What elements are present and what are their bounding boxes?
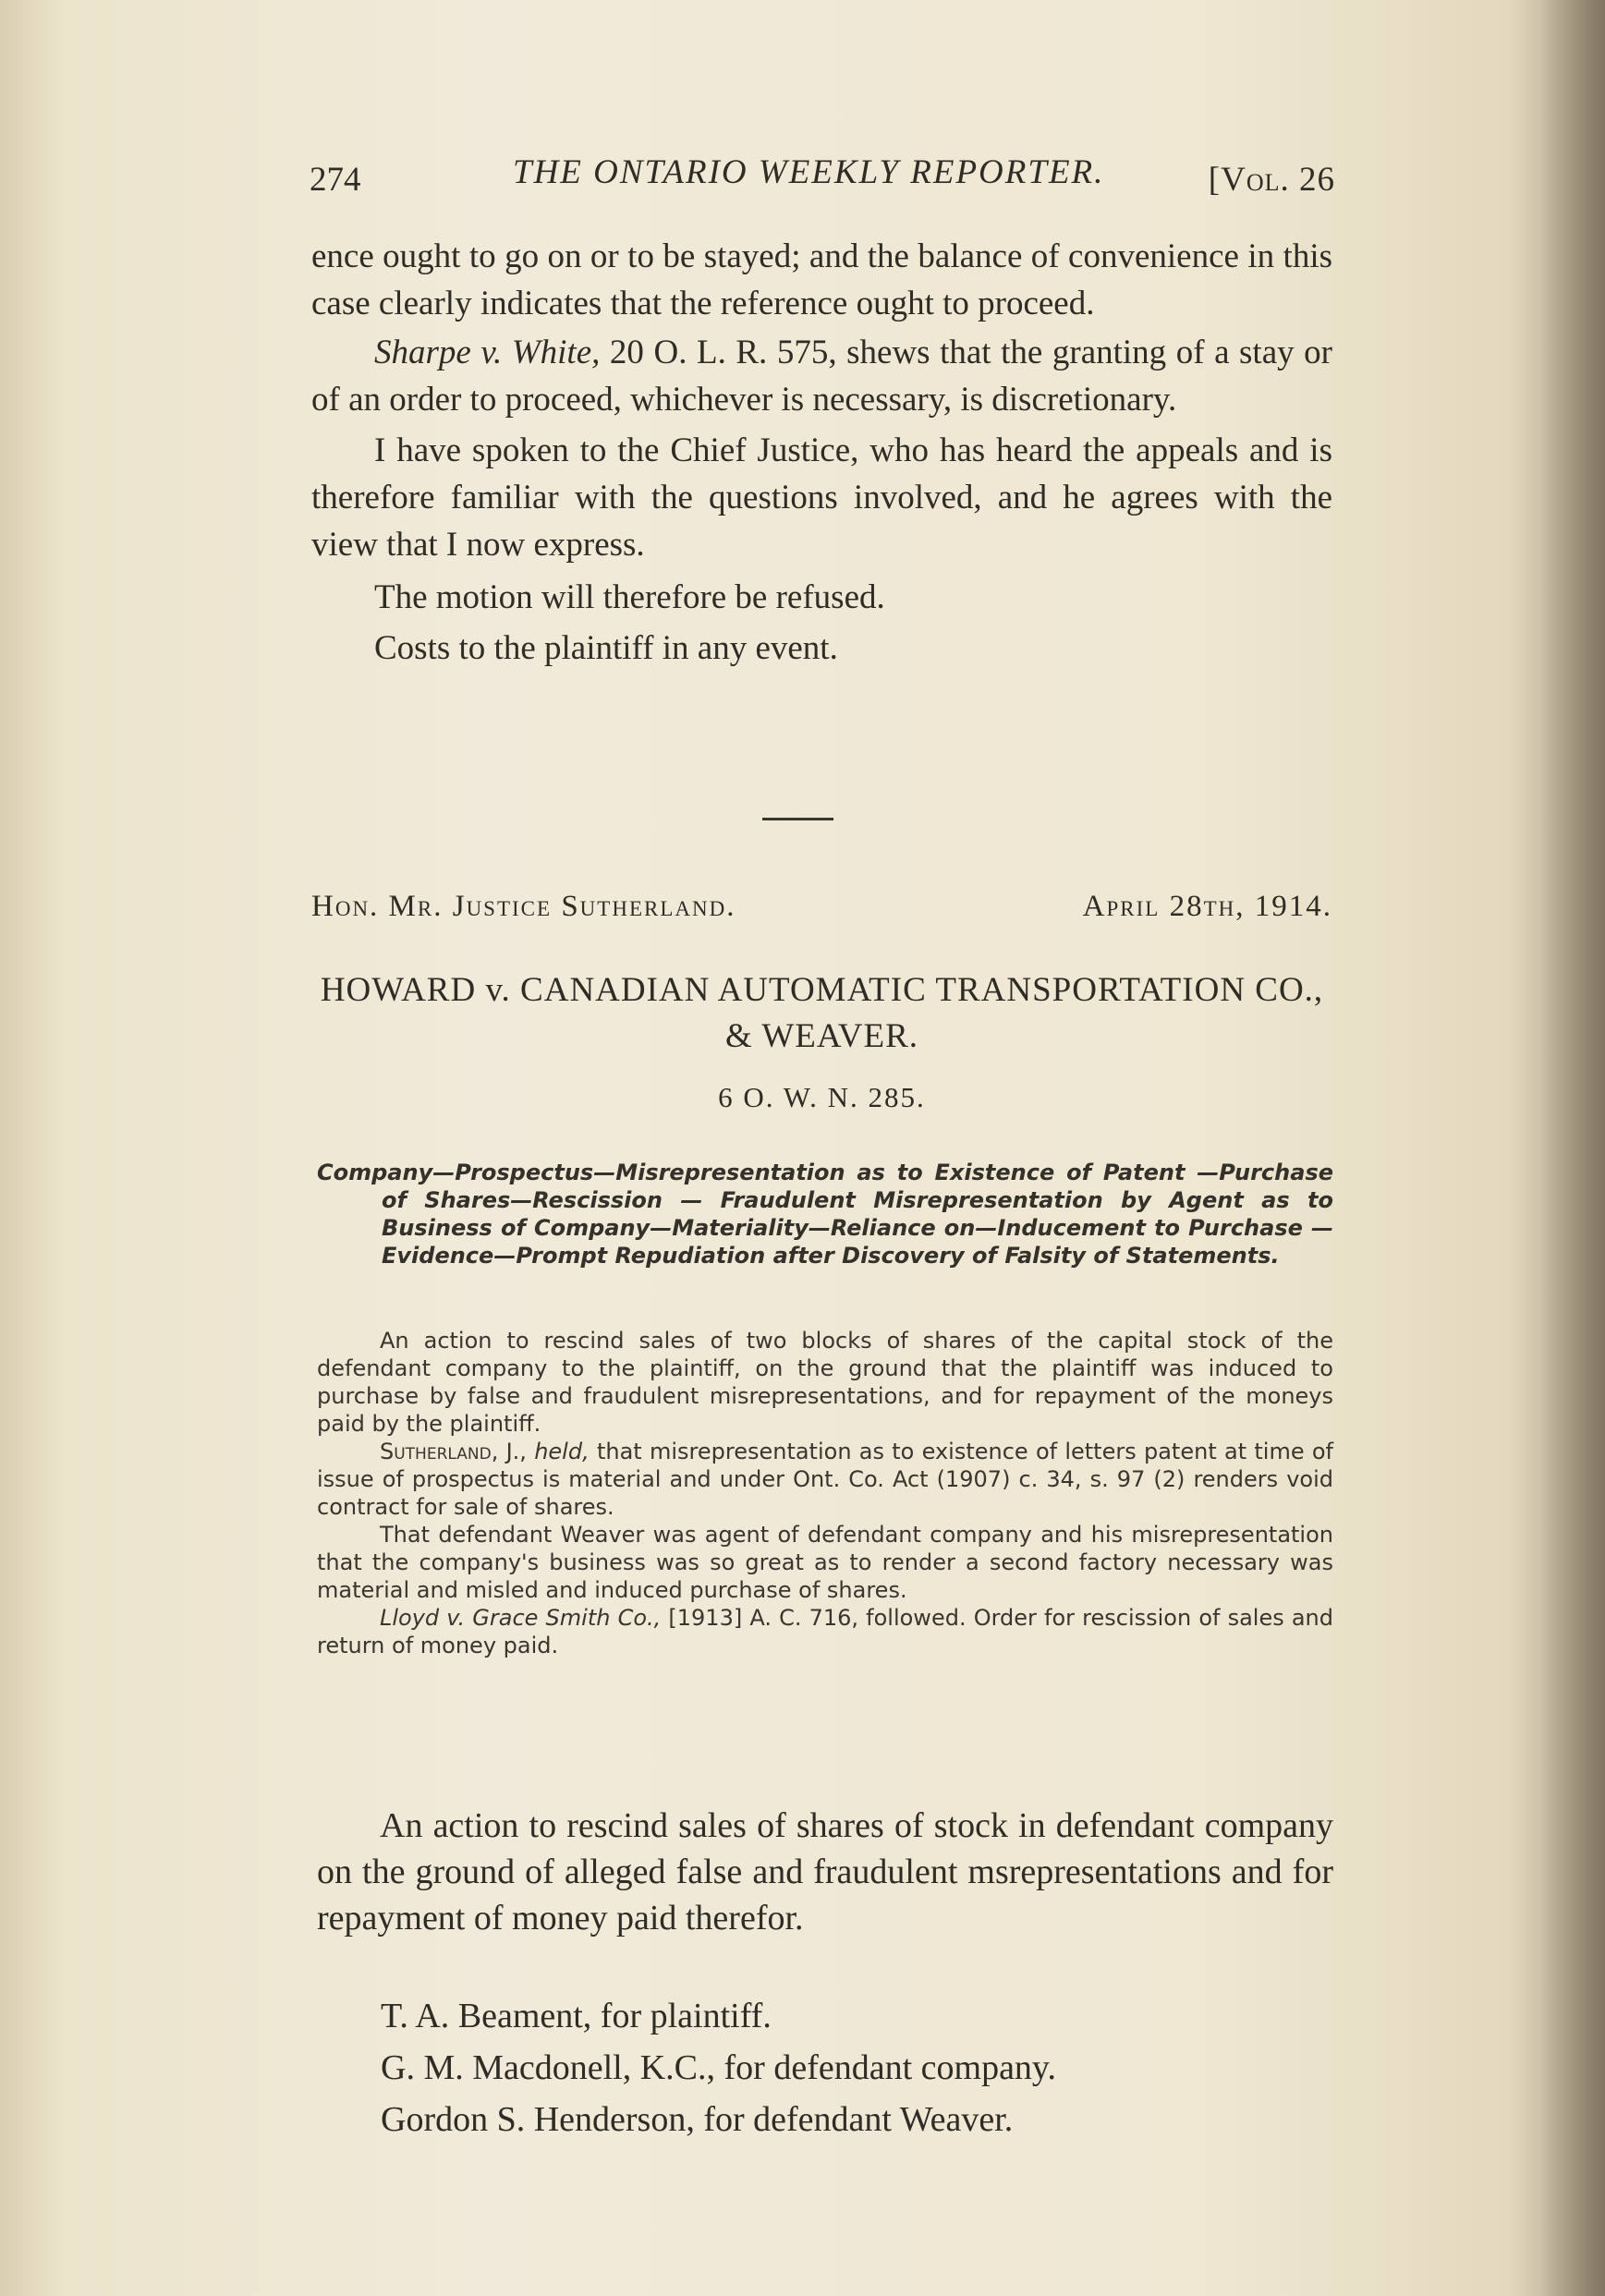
paragraph-continuation: ence ought to go on or to be stayed; and the balance of convenience in this case clearly indicates that the reference ought to proceed.	[311, 237, 1332, 322]
paragraph-sharpe-text: 20 O. L. R. 575, shews that the granting of a stay or of an order to proceed, whichever is necessary, is discretionary.	[311, 334, 1332, 419]
case-meta	[311, 890, 1332, 936]
headnote-followed	[317, 1604, 1333, 1659]
judgment-date: April 28th, 1914.	[1082, 890, 1332, 923]
headnote-summary: An action to rescind sales of two blocks of shares of the capital stock of the defendant company to the plaintiff, on the ground that the plaintiff was induced to purchase by false and fraudulent misrepresentations, and for repayment of the moneys paid by the plaintiff.	[317, 1328, 1333, 1437]
paragraph-costs: Costs to the plaintiff in any event.	[374, 629, 838, 667]
headnote	[317, 1327, 1333, 1659]
headnote-held	[317, 1438, 1333, 1521]
volume-label: [Vol. 26	[1208, 161, 1335, 199]
running-header	[310, 152, 1335, 208]
action-text: An action to rescind sales of shares of stock in defendant company on the ground of alleged false and fraudulent msrepresentations and for repayment of money paid therefor.	[317, 1806, 1333, 1938]
paragraph-motion-refused: The motion will therefore be refused.	[374, 578, 885, 616]
judge-name: Hon. Mr. Justice Sutherland.	[311, 890, 736, 923]
case-name-sharpe: Sharpe v. White,	[374, 334, 601, 371]
opening-paragraphs	[311, 233, 1332, 672]
headnote-agent: That defendant Weaver was agent of defendant company and his misrepresentation that the company's business was so great as to render a second factory necessary was material and misled and induced purchase of shares.	[317, 1522, 1333, 1603]
catchwords-text: Company—Prospectus—Misrepresentation as to Existence of Patent —Purchase of Shares—Rescission — Fraudulent Misrepresentation by Agent as to Business of Company—Materiality—Reliance on—Inducement to Purchase — Evidence—Prompt Repudiation after Discovery of Falsity of Statements.	[317, 1160, 1333, 1269]
case-citation: 6 O. W. N. 285.	[718, 1081, 926, 1113]
headnote-held-text: that misrepresentation as to existence of letters patent at time of issue of prospectus is material and under Ont. Co. Act (1907) c. 34, s. 97 (2) renders void contract for sale of shares.	[317, 1439, 1333, 1520]
counsel-plaintiff: T. A. Beament, for plaintiff.	[381, 1997, 772, 2035]
case-title: HOWARD v. CANADIAN AUTOMATIC TRANSPORTATION CO., & WEAVER.	[320, 971, 1324, 1055]
running-title: THE ONTARIO WEEKLY REPORTER.	[513, 153, 1105, 191]
action-paragraph	[317, 1803, 1333, 1941]
paragraph-sharpe	[311, 329, 1332, 423]
headnote-held-word: held,	[534, 1439, 590, 1464]
page-number: 274	[310, 161, 361, 199]
page-edge-shadow	[1540, 0, 1605, 2296]
paragraph-chief-justice: I have spoken to the Chief Justice, who has heard the appeals and is therefore familiar with the questions involved, and he agrees with the view that I now express.	[311, 431, 1332, 564]
counsel-defendant-company: G. M. Macdonell, K.C., for defendant company.	[381, 2048, 1056, 2087]
counsel-defendant-weaver: Gordon S. Henderson, for defendant Weaver.	[381, 2100, 1014, 2139]
catchwords	[317, 1159, 1333, 1269]
section-divider	[762, 818, 833, 820]
headnote-judge: Sutherland, J.,	[380, 1439, 527, 1464]
headnote-followed-text: [1913] A. C. 716, followed. Order for rescission of sales and return of money paid.	[317, 1605, 1333, 1658]
case-name-lloyd: Lloyd v. Grace Smith Co.,	[380, 1605, 662, 1631]
